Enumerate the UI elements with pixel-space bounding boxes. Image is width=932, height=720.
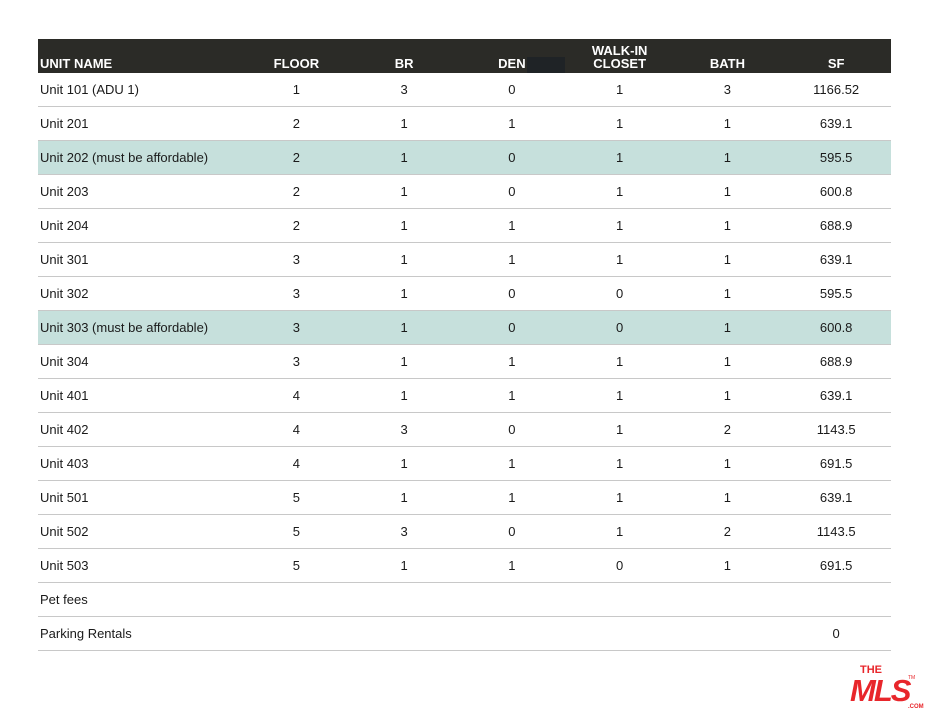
cell-unit-name: Unit 204 [40, 218, 89, 233]
cell-den: 1 [508, 218, 516, 233]
cell-br: 1 [400, 252, 408, 267]
table-row [38, 379, 891, 413]
table-row [38, 73, 891, 107]
cell-sf: 1143.5 [816, 422, 856, 437]
cell-sf: 639.1 [819, 116, 853, 131]
cell-unit-name: Unit 503 [40, 558, 89, 573]
cell-bath [674, 583, 782, 616]
table-row [38, 447, 891, 481]
cell-den: 0 [508, 82, 516, 97]
cell-bath: 3 [723, 82, 732, 97]
table-row [38, 311, 891, 345]
cell-unit-name: Unit 403 [40, 456, 89, 471]
cell-bath: 2 [723, 524, 732, 539]
table-row [38, 617, 891, 651]
cell-sf: 639.1 [819, 490, 853, 505]
cell-walk-in-closet: 1 [616, 150, 624, 165]
cell-floor: 2 [292, 218, 301, 233]
cell-walk-in-closet: 1 [616, 184, 624, 199]
table-row [38, 107, 891, 141]
cell-br: 1 [400, 320, 408, 335]
cell-unit-name: Unit 203 [40, 184, 89, 199]
cell-unit-name: Pet fees [40, 592, 88, 607]
cell-sf: 688.9 [819, 218, 853, 233]
logo-the-text: THE [860, 664, 882, 676]
cell-floor: 2 [292, 150, 301, 165]
cell-sf: 600.8 [819, 184, 853, 199]
table-row [38, 549, 891, 583]
cell-walk-in-closet: 0 [616, 286, 624, 301]
cell-floor: 5 [292, 490, 301, 505]
cell-sf: 688.9 [819, 354, 853, 369]
header-notch [527, 57, 565, 73]
cell-sf: 595.5 [819, 150, 853, 165]
cell-floor: 3 [292, 286, 301, 301]
table-row [38, 481, 891, 515]
cell-br: 1 [400, 558, 408, 573]
cell-bath: 1 [723, 388, 732, 403]
cell-br [350, 583, 458, 616]
cell-walk-in-closet: 1 [616, 116, 624, 131]
cell-den: 0 [508, 422, 516, 437]
cell-floor: 4 [292, 388, 301, 403]
cell-br: 1 [400, 150, 408, 165]
cell-den: 1 [508, 558, 516, 573]
cell-unit-name: Unit 402 [40, 422, 89, 437]
cell-walk-in-closet: 1 [616, 490, 624, 505]
cell-sf: 639.1 [819, 388, 853, 403]
logo-com-text: .COM [908, 704, 924, 710]
table-body [38, 73, 891, 651]
cell-floor: 5 [292, 524, 301, 539]
cell-sf: 691.5 [819, 456, 853, 471]
cell-br: 1 [400, 490, 408, 505]
cell-den: 1 [508, 354, 516, 369]
cell-walk-in-closet: 1 [616, 354, 624, 369]
cell-floor: 4 [292, 422, 301, 437]
cell-bath: 1 [723, 218, 732, 233]
header-den: DEN [498, 56, 526, 71]
table-row [38, 583, 891, 617]
cell-floor: 5 [292, 558, 301, 573]
cell-br: 1 [400, 218, 408, 233]
cell-bath: 1 [723, 184, 732, 199]
cell-bath: 1 [723, 150, 732, 165]
logo-tm-text: TM [908, 675, 916, 681]
cell-walk-in-closet: 0 [616, 558, 624, 573]
cell-unit-name: Unit 401 [40, 388, 89, 403]
cell-br: 1 [400, 184, 408, 199]
cell-br: 1 [400, 354, 408, 369]
cell-sf: 0 [832, 626, 840, 641]
cell-unit-name: Unit 201 [40, 116, 89, 131]
header-bath: BATH [709, 56, 745, 71]
table-row [38, 175, 891, 209]
cell-walk-in-closet: 1 [616, 388, 624, 403]
cell-den: 0 [508, 286, 516, 301]
cell-unit-name: Parking Rentals [40, 626, 132, 641]
header-sf: SF [827, 56, 845, 71]
cell-bath: 1 [723, 116, 732, 131]
cell-bath: 2 [723, 422, 732, 437]
cell-walk-in-closet: 1 [616, 82, 624, 97]
cell-bath: 1 [723, 354, 732, 369]
table-row [38, 345, 891, 379]
cell-walk-in-closet: 1 [616, 422, 624, 437]
cell-bath [674, 617, 782, 650]
unit-table [38, 39, 891, 651]
cell-bath: 1 [723, 320, 732, 335]
cell-den: 0 [508, 150, 516, 165]
cell-unit-name: Unit 304 [40, 354, 89, 369]
cell-bath: 1 [723, 558, 732, 573]
header-br: BR [394, 56, 414, 71]
table-row [38, 243, 891, 277]
cell-floor: 2 [292, 116, 301, 131]
cell-sf: 639.1 [819, 252, 853, 267]
cell-br: 1 [400, 116, 408, 131]
cell-floor: 4 [292, 456, 301, 471]
the-mls-logo [848, 662, 928, 712]
cell-floor [243, 617, 351, 650]
table-row [38, 277, 891, 311]
cell-walk-in-closet: 1 [616, 524, 624, 539]
cell-unit-name: Unit 502 [40, 524, 89, 539]
header-unit-name: UNIT NAME [40, 56, 113, 71]
header-floor: FLOOR [273, 56, 320, 71]
cell-den: 0 [508, 320, 516, 335]
table-row [38, 141, 891, 175]
cell-walk-in-closet: 1 [616, 456, 624, 471]
cell-den [458, 583, 566, 616]
cell-br: 3 [400, 82, 408, 97]
cell-bath: 1 [723, 286, 732, 301]
cell-unit-name: Unit 303 (must be affordable) [40, 320, 209, 335]
table-row [38, 209, 891, 243]
cell-sf: 1143.5 [816, 524, 856, 539]
table-row [38, 515, 891, 549]
cell-br: 3 [400, 524, 408, 539]
cell-walk-in-closet: 1 [616, 218, 624, 233]
cell-den: 1 [508, 116, 516, 131]
cell-den: 1 [508, 456, 516, 471]
cell-floor [243, 583, 351, 616]
cell-unit-name: Unit 302 [40, 286, 89, 301]
cell-floor: 1 [292, 82, 301, 97]
cell-bath: 1 [723, 490, 732, 505]
cell-den: 0 [508, 524, 516, 539]
cell-floor: 3 [292, 252, 301, 267]
table-header [38, 39, 891, 73]
header-walk-in-closet: WALK-IN CLOSET [591, 43, 648, 71]
cell-br [350, 617, 458, 650]
logo-mls-text: MLS [850, 673, 910, 708]
cell-walk-in-closet: 1 [616, 252, 624, 267]
cell-sf: 595.5 [819, 286, 853, 301]
cell-den: 1 [508, 490, 516, 505]
cell-bath: 1 [723, 456, 732, 471]
cell-sf: 1166.52 [813, 82, 860, 97]
cell-unit-name: Unit 202 (must be affordable) [40, 150, 209, 165]
cell-floor: 3 [292, 354, 301, 369]
cell-walk-in-closet [566, 617, 674, 650]
cell-den [458, 617, 566, 650]
cell-br: 3 [400, 422, 408, 437]
cell-bath: 1 [723, 252, 732, 267]
cell-floor: 3 [292, 320, 301, 335]
cell-floor: 2 [292, 184, 301, 199]
cell-sf [781, 583, 891, 616]
cell-br: 1 [400, 388, 408, 403]
cell-den: 0 [508, 184, 516, 199]
cell-den: 1 [508, 252, 516, 267]
cell-walk-in-closet [566, 583, 674, 616]
cell-br: 1 [400, 456, 408, 471]
cell-unit-name: Unit 101 (ADU 1) [40, 82, 139, 97]
cell-unit-name: Unit 301 [40, 252, 89, 267]
cell-sf: 600.8 [819, 320, 853, 335]
cell-unit-name: Unit 501 [40, 490, 89, 505]
cell-walk-in-closet: 0 [616, 320, 624, 335]
cell-sf: 691.5 [819, 558, 853, 573]
table-row [38, 413, 891, 447]
cell-br: 1 [400, 286, 408, 301]
cell-den: 1 [508, 388, 516, 403]
